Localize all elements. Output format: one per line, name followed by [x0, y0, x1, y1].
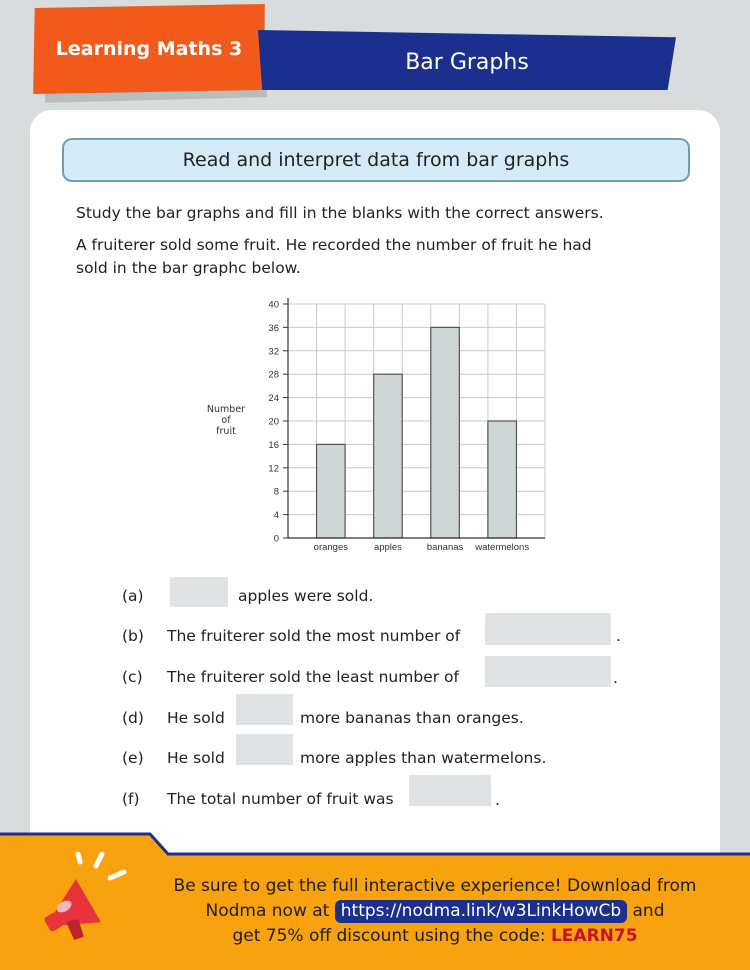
y-tick-label: 4 — [273, 510, 279, 522]
y-tick-label: 36 — [268, 322, 279, 334]
topic-tab-label: Bar Graphs — [405, 49, 529, 75]
y-tick-label: 32 — [268, 346, 279, 358]
y-tick-label: 40 — [268, 299, 279, 311]
bar-apples — [374, 374, 403, 538]
download-link[interactable]: https://nodma.link/w3LinkHowCb — [335, 900, 627, 923]
question-letter: (d) — [122, 709, 144, 727]
promo-text — [140, 874, 730, 949]
series-tab-label: Learning Maths 3 — [55, 38, 243, 60]
question-before: The total number of fruit was — [167, 790, 394, 808]
answer-blank-f[interactable] — [409, 775, 491, 806]
discount-code: LEARN75 — [550, 926, 638, 946]
promo-line-3-before: get 75% off discount using the code: — [232, 926, 546, 946]
promo-line-2-before: Nodma now at — [205, 901, 330, 921]
y-axis-label-line-2: of — [221, 415, 231, 426]
y-tick-label: 8 — [273, 486, 279, 498]
instructions: Study the bar graphs and fill in the blanks with the correct answers. — [76, 204, 604, 222]
question-after: . — [495, 791, 500, 809]
promo-line-3 — [140, 924, 730, 949]
question-after: . — [613, 669, 618, 687]
promo-line-2 — [140, 899, 730, 924]
bar-oranges — [317, 444, 346, 538]
bar-watermelons — [488, 421, 517, 538]
question-before: He sold — [167, 749, 225, 767]
x-tick-label: watermelons — [475, 542, 530, 553]
intro-line-1: A fruiterer sold some fruit. He recorded the number of fruit he had — [76, 236, 592, 254]
y-axis-label-line-1: Number — [206, 404, 246, 415]
bar-bananas — [431, 327, 460, 538]
x-tick-label: oranges — [313, 542, 349, 553]
y-tick-label: 16 — [268, 439, 279, 451]
y-tick-label: 0 — [273, 533, 279, 545]
question-after: more apples than watermelons. — [300, 749, 547, 767]
x-tick-label: apples — [373, 542, 402, 553]
promo-line-2-after: and — [632, 901, 665, 921]
question-before: He sold — [167, 709, 225, 727]
megaphone-icon — [30, 852, 130, 952]
answer-blank-c[interactable] — [485, 656, 611, 687]
question-letter: (e) — [122, 749, 144, 767]
y-axis-label-line-3: fruit — [216, 426, 236, 437]
x-tick-label: bananas — [426, 542, 464, 553]
question-before: The fruiterer sold the most number of — [167, 627, 461, 645]
section-title: Read and interpret data from bar graphs — [62, 138, 690, 182]
question-letter: (f) — [122, 790, 140, 808]
question-before: The fruiterer sold the least number of — [167, 668, 459, 686]
question-letter: (c) — [122, 668, 143, 686]
intro-line-2: sold in the bar graphc below. — [76, 259, 301, 277]
answer-blank-a[interactable] — [170, 577, 228, 607]
y-tick-label: 12 — [268, 463, 279, 475]
promo-line-1: Be sure to get the full interactive experience! Download from — [173, 876, 697, 896]
question-after: apples were sold. — [238, 587, 374, 605]
answer-blank-e[interactable] — [236, 734, 293, 765]
question-letter: (a) — [122, 587, 144, 605]
answer-blank-b[interactable] — [485, 613, 611, 645]
question-letter: (b) — [122, 627, 144, 645]
y-tick-label: 28 — [268, 369, 279, 381]
y-tick-label: 20 — [268, 416, 279, 428]
answer-blank-d[interactable] — [236, 694, 293, 725]
y-axis-label — [197, 404, 255, 437]
question-after: more bananas than oranges. — [300, 709, 524, 727]
question-after: . — [616, 627, 621, 645]
y-tick-label: 24 — [268, 393, 279, 405]
